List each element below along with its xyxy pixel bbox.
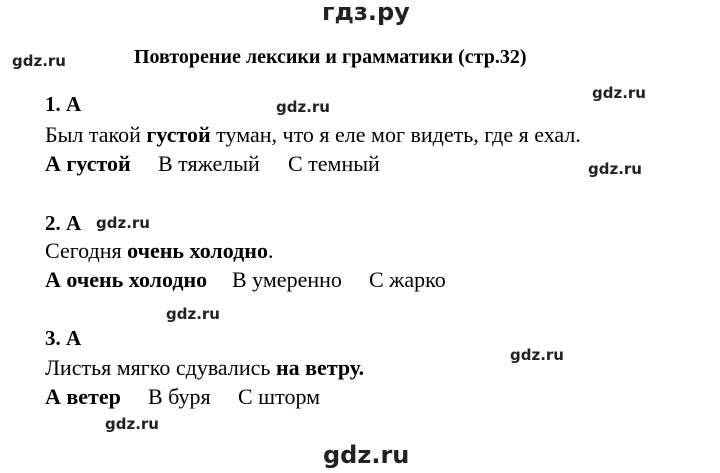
- question-2-number: 2. А: [45, 211, 82, 235]
- watermark-right-mid: gdz.ru: [588, 160, 642, 178]
- question-3-number: 3. А: [45, 326, 82, 350]
- page-title: Повторение лексики и грамматики (стр.32): [134, 46, 527, 68]
- question-3-option-a: А ветер: [45, 384, 121, 409]
- watermark-right-top: gdz.ru: [592, 84, 646, 102]
- question-3-option-b: В буря: [148, 384, 211, 409]
- question-2-option-c: С жарко: [369, 267, 446, 292]
- question-1-option-a: А густой: [45, 151, 131, 176]
- question-2-sentence: Сегодня очень холодно.: [45, 238, 274, 263]
- watermark-above-q3: gdz.ru: [166, 305, 220, 323]
- watermark-right-q3: gdz.ru: [510, 346, 564, 364]
- question-2-option-a: А очень холодно: [45, 267, 208, 292]
- question-1-sentence: Был такой густой туман, что я еле мог видеть, где я ехал.: [45, 122, 581, 147]
- watermark-q1: gdz.ru: [276, 98, 330, 116]
- question-1-number: 1. А: [45, 92, 82, 116]
- watermark-bottom: gdz.ru: [323, 441, 410, 469]
- question-1-option-c: С темный: [288, 151, 380, 176]
- watermark-left-title: gdz.ru: [12, 52, 66, 70]
- watermark-q2: gdz.ru: [96, 214, 150, 232]
- question-2-option-b: В умеренно: [232, 267, 342, 292]
- watermark-top: гдз.ру: [322, 0, 410, 26]
- watermark-under-q3: gdz.ru: [105, 415, 159, 433]
- question-3-sentence: Листья мягко сдувались на ветру.: [45, 355, 365, 380]
- question-3-option-c: С шторм: [238, 384, 321, 409]
- question-1-option-b: В тяжелый: [158, 151, 260, 176]
